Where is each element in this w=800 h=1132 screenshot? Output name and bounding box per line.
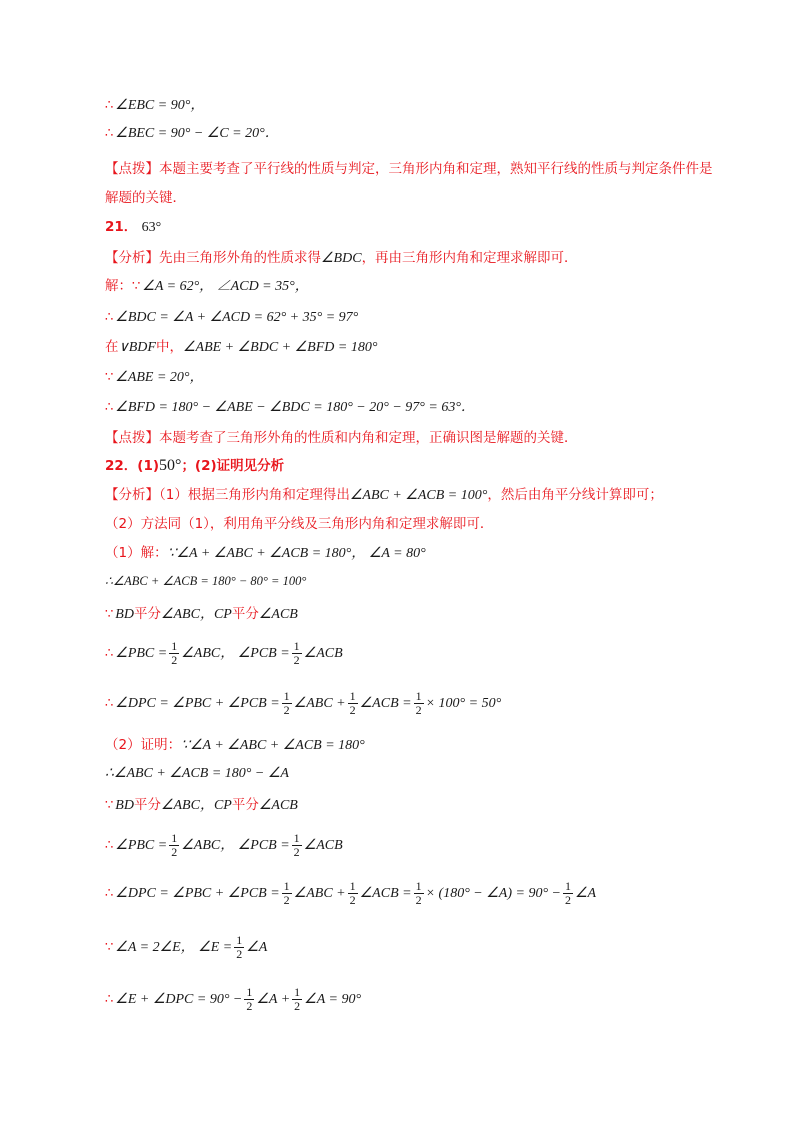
math-expr (115, 689, 502, 717)
l22: ∴∠ABC + ∠ACB = 180° − ∠A (105, 766, 289, 781)
text: ∠ACB = (359, 885, 412, 901)
l21 (105, 736, 365, 755)
l6 (105, 249, 578, 268)
numerator: 1 (171, 831, 178, 845)
l8 (105, 308, 358, 327)
because-symbol: ∵ (132, 279, 141, 294)
therefore-symbol: ∴ (105, 837, 114, 853)
fraction-half (563, 880, 573, 907)
math-expr (115, 879, 597, 907)
math-expr: ∠ABC，CP (160, 798, 232, 813)
l17: ∴∠ABC + ∠ACB = 180° − 80° = 100° (105, 574, 307, 588)
numerator: 1 (171, 639, 178, 653)
denominator: 2 (236, 947, 243, 961)
l2 (105, 124, 279, 143)
l11 (105, 398, 475, 417)
math-expr: ∠ABC + ∠ACB = 100° (349, 488, 488, 503)
denominator: 2 (283, 893, 290, 907)
fraction-half (292, 986, 302, 1013)
therefore-symbol: ∴ (105, 695, 114, 711)
text: × 100° = 50° (425, 695, 502, 711)
math-expr (115, 639, 343, 667)
math-expr: 50° (159, 457, 182, 474)
text: ∠PBC = (115, 837, 168, 853)
math-expr: ∵∠A + ∠ABC + ∠ACB = 180°， ∠A = 80° (167, 546, 426, 561)
l19 (105, 640, 343, 667)
because-symbol: ∵ (105, 370, 114, 385)
math-expr: ∠BFD = 180° − ∠ABE − ∠BDC = 180° − 20° − 97° = 63°． (115, 400, 475, 415)
text: ∠A = 2∠E， (115, 939, 195, 955)
text: × (180° − ∠A) = 90° − (425, 885, 561, 901)
text: ∠E + ∠DPC = 90° − (115, 991, 243, 1007)
numerator: 1 (236, 933, 243, 947)
math-expr: ∠EBC = 90°， (115, 98, 205, 113)
text: ∠E = (198, 939, 233, 955)
text: ，然后由角平分线计算即可； (487, 487, 663, 503)
math-expr: ∠ACB (258, 607, 298, 622)
fraction-half (169, 640, 179, 667)
numerator: 1 (349, 879, 356, 893)
therefore-symbol: ∴ (105, 991, 114, 1007)
l16 (105, 544, 426, 563)
denominator: 2 (283, 703, 290, 717)
math-expr: ∠BEC = 90° − ∠C = 20°． (115, 126, 279, 141)
fraction-half (282, 690, 292, 717)
fraction-half (348, 880, 358, 907)
text: ∠DPC = ∠PBC + ∠PCB = (115, 885, 280, 901)
because-symbol: ∵ (105, 607, 114, 622)
text: 平分 (231, 797, 259, 813)
math-expr (115, 831, 343, 859)
l7 (105, 277, 309, 296)
denominator: 2 (293, 845, 300, 859)
denominator: 2 (293, 653, 300, 667)
text: ∠ABC， ∠PCB = (181, 837, 290, 853)
text: ∠A (575, 885, 597, 901)
text: 解： (105, 278, 132, 294)
text: ，再由三角形内角和定理求解即可． (361, 250, 578, 266)
text: ∠ABC + (293, 885, 346, 901)
l15: （2）方法同（1），利用角平分线及三角形内角和定理求解即可． (105, 516, 494, 532)
text: 平分 (133, 797, 161, 813)
l26 (105, 934, 267, 961)
numerator: 1 (283, 879, 290, 893)
math-expr: ∵∠A + ∠ABC + ∠ACB = 180° (181, 738, 365, 753)
denominator: 2 (415, 703, 422, 717)
text: （2）证明： (105, 737, 182, 753)
denominator: 2 (171, 653, 178, 667)
therefore-symbol: ∴ (105, 126, 114, 141)
fraction-half (234, 934, 244, 961)
fraction-half (292, 640, 302, 667)
because-symbol: ∵ (105, 798, 114, 813)
math-expr: BD (115, 798, 134, 813)
fraction-half (292, 832, 302, 859)
l27 (105, 986, 361, 1013)
denominator: 2 (565, 893, 571, 907)
therefore-symbol: ∴ (105, 885, 114, 901)
math-expr: ∠A = 62°， ∠ACD = 35°， (142, 279, 309, 294)
because-symbol: ∵ (105, 939, 114, 955)
denominator: 2 (349, 893, 356, 907)
l20 (105, 690, 501, 717)
text: 【分析】先由三角形外角的性质求得 (105, 250, 321, 266)
text: ∠ABC + (293, 695, 346, 711)
therefore-symbol: ∴ (105, 645, 114, 661)
text: ∠ABC， ∠PCB = (181, 645, 290, 661)
denominator: 2 (294, 999, 301, 1013)
fraction-half (414, 690, 424, 717)
denominator: 2 (171, 845, 178, 859)
numerator: 1 (565, 879, 571, 893)
l12: 【点拨】本题考查了三角形外角的性质和内角和定理，正确识图是解题的关键． (105, 430, 578, 446)
math-expr: ∠ABE = 20°， (115, 370, 204, 385)
math-expr (115, 985, 362, 1013)
text: 平分 (133, 606, 161, 622)
numerator: 1 (293, 831, 300, 845)
text: 【分析】（1）根据三角形内角和定理得出 (105, 487, 350, 503)
text: ∠DPC = ∠PBC + ∠PCB = (115, 695, 280, 711)
fraction-half (348, 690, 358, 717)
denominator: 2 (415, 893, 422, 907)
math-expr: ∨BDF (118, 340, 156, 355)
fraction-half (414, 880, 424, 907)
math-expr: ∠BDC = ∠A + ∠ACD = 62° + 35° = 97° (115, 310, 359, 325)
text: 平分 (231, 606, 259, 622)
text: ∠A (246, 939, 268, 955)
math-expr: ∠ABC，CP (160, 607, 232, 622)
l9 (105, 338, 377, 357)
question-number: 21． (105, 219, 138, 235)
fraction-half (282, 880, 292, 907)
numerator: 1 (293, 639, 300, 653)
denominator: 2 (246, 999, 253, 1013)
l24 (105, 832, 343, 859)
l23 (105, 796, 298, 815)
therefore-symbol: ∴ (105, 310, 114, 325)
l14 (105, 486, 663, 505)
l3: 【点拨】本题主要考查了平行线的性质与判定，三角形内角和定理，熟知平行线的性质与判定条件件是 (105, 161, 713, 177)
fraction-half (244, 986, 254, 1013)
numerator: 1 (415, 879, 422, 893)
numerator: 1 (246, 985, 253, 999)
l10 (105, 368, 204, 387)
text: 22．(1) (105, 458, 160, 474)
denominator: 2 (349, 703, 356, 717)
text: 在 (105, 339, 119, 355)
math-expr (115, 933, 268, 961)
l18 (105, 605, 298, 624)
text: ；(2)证明见分析 (181, 458, 285, 474)
l13 (105, 457, 284, 475)
text: ∠ACB (303, 837, 343, 853)
text: ∠ACB (303, 645, 343, 661)
therefore-symbol: ∴ (105, 98, 114, 113)
l5 (105, 218, 161, 237)
text: （1）解： (105, 545, 168, 561)
math-expr: ∠ABE + ∠BDC + ∠BFD = 180° (182, 340, 378, 355)
l1 (105, 96, 204, 115)
therefore-symbol: ∴ (105, 400, 114, 415)
math-expr: ∠BDC (321, 251, 362, 266)
numerator: 1 (415, 689, 422, 703)
text: ∠A + (256, 991, 291, 1007)
text: ∠PBC = (115, 645, 168, 661)
answer: 63° (141, 220, 162, 235)
fraction-half (169, 832, 179, 859)
numerator: 1 (349, 689, 356, 703)
math-expr: BD (115, 607, 134, 622)
text: 中， (155, 339, 183, 355)
l25 (105, 880, 596, 907)
text: ∠ACB = (359, 695, 412, 711)
math-expr: ∠ACB (258, 798, 298, 813)
l4: 解题的关键． (105, 190, 186, 206)
text: ∠A = 90° (304, 991, 362, 1007)
numerator: 1 (294, 985, 301, 999)
numerator: 1 (283, 689, 290, 703)
